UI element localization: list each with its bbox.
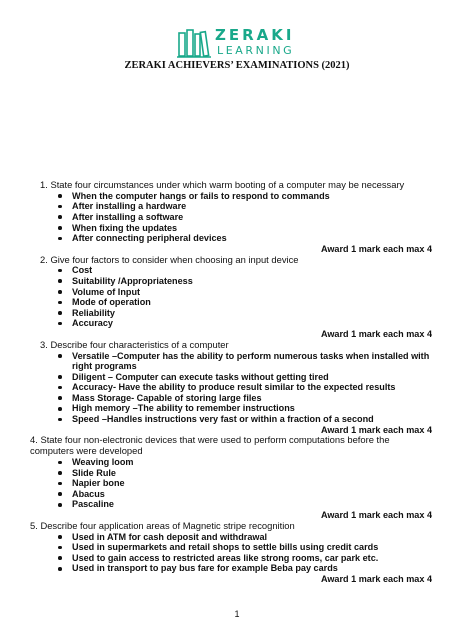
answer-text: After installing a software (72, 211, 184, 222)
answer-text: When the computer hangs or fails to respond to commands (72, 190, 330, 201)
bullet-icon (58, 418, 62, 422)
answer-item (0, 212, 474, 223)
answer-text: Accuracy (72, 318, 113, 329)
bullet-icon (58, 567, 62, 571)
answer-text: Suitability /Appropriateness (72, 275, 193, 286)
answer-text: High memory –The ability to remember instructions (72, 403, 295, 414)
answer-item (0, 265, 474, 276)
bullet-icon (58, 407, 62, 411)
answer-text: Reliability (72, 307, 115, 318)
answer-text: Pascaline (72, 499, 114, 510)
answer-text: Weaving loom (72, 457, 134, 468)
question-number: 2. (40, 253, 48, 265)
answer-item (0, 276, 474, 287)
question-5 (0, 521, 474, 585)
answer-item (0, 191, 474, 202)
answer-text: Napier bone (72, 478, 125, 489)
award-note: Award 1 mark each max 4 (320, 328, 432, 339)
bullet-icon (58, 215, 62, 219)
logo-subtitle: LEARNING (217, 44, 295, 57)
answer-item (0, 351, 474, 372)
answer-text: When fixing the updates (72, 222, 178, 233)
bullet-icon (58, 322, 62, 326)
answer-item (0, 233, 474, 244)
bullet-icon (58, 482, 62, 486)
answer-list (0, 532, 474, 574)
bullet-icon (58, 546, 62, 550)
award-note: Award 1 mark each max 4 (320, 243, 432, 254)
answer-text: Versatile –Computer has the ability to perform numerous tasks when installed with right programs (72, 350, 430, 372)
question-prompt: State four circumstances under which warm booting of a computer may be necessary (50, 179, 405, 190)
bullet-icon (58, 226, 62, 230)
answer-text: Slide Rule (72, 467, 116, 478)
answer-item (0, 532, 474, 543)
bullet-icon (58, 279, 62, 283)
question-number: 5. (30, 519, 38, 531)
answer-item (0, 382, 474, 393)
bullet-icon (58, 205, 62, 209)
bullet-icon (58, 194, 62, 198)
bullet-icon (58, 535, 62, 539)
question-list (0, 180, 474, 585)
answer-item (0, 287, 474, 298)
bullet-icon (58, 386, 62, 390)
zeraki-logo (177, 26, 297, 60)
answer-item (0, 318, 474, 329)
answer-item (0, 457, 474, 468)
question-text (0, 521, 474, 532)
answer-list (0, 457, 474, 510)
answer-text: Used in ATM for cash deposit and withdrawal (72, 531, 268, 542)
answer-item (0, 414, 474, 425)
logo-name: ZERAKI (215, 26, 295, 44)
question-text (0, 255, 474, 266)
question-2 (0, 255, 474, 340)
question-number: 1. (40, 179, 48, 190)
question-number: 4. (30, 434, 38, 446)
award-note: Award 1 mark each max 4 (320, 510, 432, 521)
bullet-icon (58, 354, 62, 358)
question-4 (0, 435, 474, 520)
question-text (0, 340, 474, 351)
answer-text: Used in supermarkets and retail shops to settle bills using credit cards (72, 542, 379, 553)
answer-item (0, 403, 474, 414)
bullet-icon (58, 375, 62, 379)
question-prompt: Describe four application areas of Magnetic stripe recognition (40, 519, 295, 531)
answer-item (0, 553, 474, 564)
question-prompt: Describe four characteristics of a computer (50, 338, 229, 350)
bullet-icon (58, 396, 62, 400)
question-prompt: State four non-electronic devices that were used to perform computations before the computers were developed (30, 434, 390, 457)
answer-text: After connecting peripheral devices (72, 233, 227, 244)
bullet-icon (58, 461, 62, 465)
books-icon (177, 28, 211, 58)
answer-item (0, 308, 474, 319)
answer-text: Speed –Handles instructions very fast or within a fraction of a second (72, 414, 374, 425)
answer-text: Used to gain access to restricted areas like strong rooms, car park etc. (72, 552, 379, 563)
answer-text: Used in transport to pay bus fare for example Beba pay cards (72, 563, 338, 574)
answer-text: Accuracy- Have the ability to produce result similar to the expected results (72, 382, 396, 393)
question-3 (0, 340, 474, 436)
answer-item (0, 478, 474, 489)
answer-item (0, 201, 474, 212)
bullet-icon (58, 492, 62, 496)
answer-text: Cost (72, 265, 93, 276)
question-text (0, 180, 474, 191)
award-note: Award 1 mark each max 4 (320, 574, 432, 584)
bullet-icon (58, 503, 62, 507)
question-number: 3. (40, 338, 48, 350)
answer-item (0, 372, 474, 383)
answer-text: After installing a hardware (72, 201, 187, 212)
answer-item (0, 489, 474, 500)
answer-text: Mass Storage- Capable of storing large files (72, 392, 262, 403)
answer-item (0, 297, 474, 308)
bullet-icon (58, 471, 62, 475)
answer-item (0, 563, 474, 574)
answer-item (0, 223, 474, 234)
answer-item (0, 542, 474, 553)
question-1 (0, 180, 474, 255)
answer-list (0, 351, 474, 425)
answer-list (0, 191, 474, 244)
bullet-icon (58, 237, 62, 241)
answer-text: Abacus (72, 488, 105, 499)
answer-text: Volume of Input (72, 286, 141, 297)
question-prompt: Give four factors to consider when choosing an input device (50, 253, 299, 265)
answer-item (0, 499, 474, 510)
award-note: Award 1 mark each max 4 (320, 424, 432, 435)
answer-item (0, 393, 474, 404)
bullet-icon (58, 301, 62, 305)
bullet-icon (58, 269, 62, 273)
answer-text: Diligent – Computer can execute tasks without getting tired (72, 371, 329, 382)
exam-title: ZERAKI ACHIEVERS’ EXAMINATIONS (2021) (124, 60, 350, 71)
question-text (0, 435, 474, 457)
answer-text: Mode of operation (72, 297, 151, 308)
page-number: 1 (234, 609, 240, 619)
answer-list (0, 265, 474, 329)
bullet-icon (58, 556, 62, 560)
bullet-icon (58, 290, 62, 294)
answer-item (0, 468, 474, 479)
bullet-icon (58, 311, 62, 315)
